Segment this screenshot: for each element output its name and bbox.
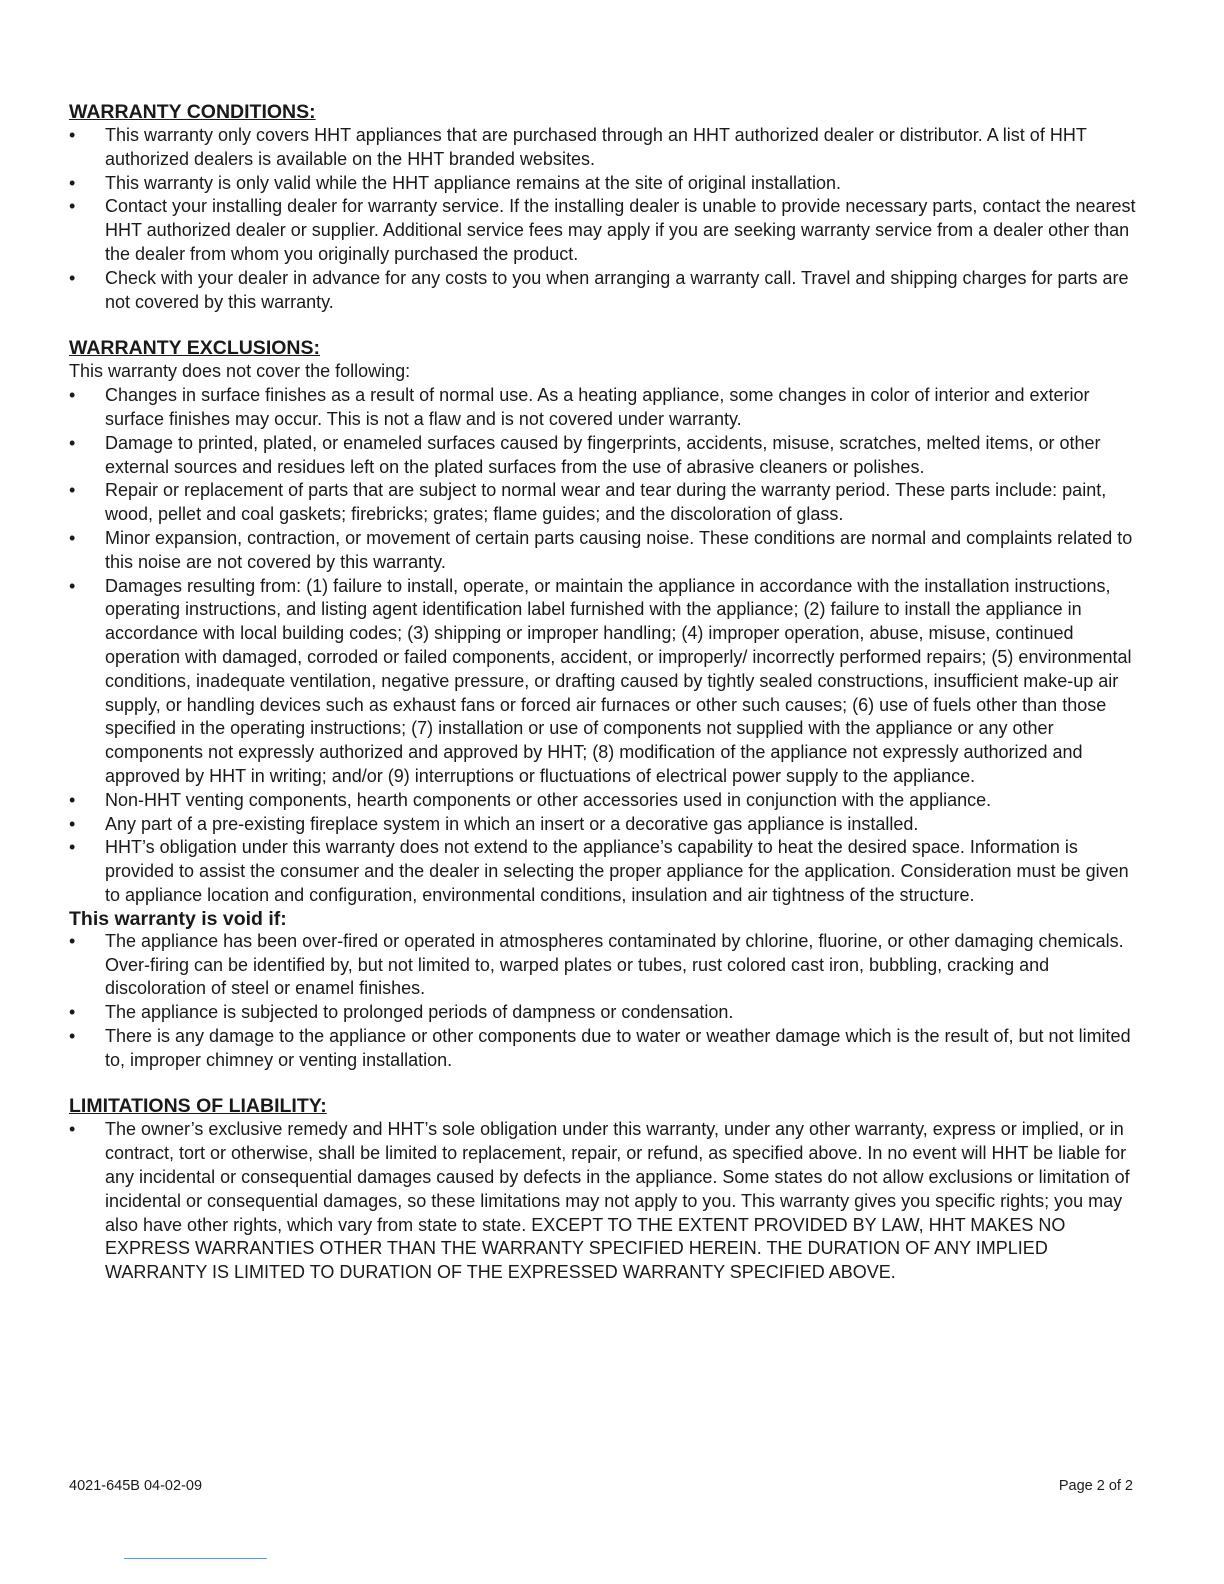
list-item-text: This warranty is only valid while the HHT appliance remains at the site of original installation. [105,172,842,193]
warranty-document [69,100,1144,1285]
warranty-void-heading: This warranty is void if: [69,907,287,930]
limitations-section [69,1094,1144,1285]
list-item [69,1025,1144,1073]
list-item-text: Repair or replacement of parts that are subject to normal wear and tear during the warranty period. These parts include: paint, wood, pellet and coal gaskets; firebricks; grates; flame guides; and the discoloration of glass. [105,480,1107,525]
bullet-icon: • [69,1002,76,1023]
list-item [69,836,1144,907]
warranty-conditions-section [69,100,1144,314]
bullet-icon: • [69,930,76,951]
list-item [69,172,1144,196]
list-item [69,432,1144,480]
list-item [69,1001,1144,1025]
bullet-icon: • [69,267,76,288]
bullet-icon: • [69,1119,76,1140]
list-item [69,267,1144,315]
list-item-text: Minor expansion, contraction, or movement of certain parts causing noise. These conditions are normal and complaints related to this noise are not covered by this warranty. [105,527,1133,572]
bullet-icon: • [69,172,76,193]
bullet-icon: • [69,575,76,596]
divider [124,1558,267,1559]
limitations-list [69,1118,1144,1285]
list-item [69,930,1144,1001]
warranty-exclusions-intro: This warranty does not cover the following: [69,361,411,382]
page-number: Page 2 of 2 [1058,1478,1133,1494]
list-item [69,527,1144,575]
warranty-conditions-heading: WARRANTY CONDITIONS: [69,101,316,123]
warranty-exclusions-section [69,336,1144,907]
list-item [69,575,1144,789]
list-item [69,195,1144,266]
bullet-icon: • [69,527,76,548]
list-item [69,813,1144,837]
list-item [69,789,1144,813]
warranty-void-section [69,908,1144,1073]
bullet-icon: • [69,432,76,453]
list-item [69,124,1144,172]
list-item-text: The owner’s exclusive remedy and HHT’s sole obligation under this warranty, under any other warranty, express or implied, or in contract, tort or otherwise, shall be limited to replacement, repair, or refund, as specified above. In no event will HHT be liable for any incidental or consequential damages caused by defects in the appliance. Some states do not allow exclusions or limitation of incidental or consequential damages, so these limitations may not apply to you. This warranty gives you specific rights; you may also have other rights, which vary from state to state. EXCEPT TO THE EXTENT PROVIDED BY LAW, HHT MAKES NO EXPRESS WARRANTIES OTHER THAN THE WARRANTY SPECIFIED HEREIN. THE DURATION OF ANY IMPLIED WARRANTY IS LIMITED TO DURATION OF THE EXPRESSED WARRANTY SPECIFIED ABOVE. [105,1119,1130,1283]
list-item [69,384,1144,432]
list-item-text: Damage to printed, plated, or enameled surfaces caused by fingerprints, accidents, misuse, scratches, melted items, or other external sources and residues left on the plated surfaces from the use of abrasive cleaners or polishes. [105,432,1101,477]
bullet-icon: • [69,837,76,858]
bullet-icon: • [69,789,76,810]
list-item-text: Non-HHT venting components, hearth components or other accessories used in conjunction with the appliance. [105,789,992,810]
list-item-text: Check with your dealer in advance for any costs to you when arranging a warranty call. Travel and shipping charges for parts are not covered by this warranty. [105,267,1129,312]
list-item-text: The appliance is subjected to prolonged periods of dampness or condensation. [105,1002,734,1023]
bullet-icon: • [69,813,76,834]
list-item-text: Damages resulting from: (1) failure to install, operate, or maintain the appliance in accordance with the installation instructions, operating instructions, and listing agent identification label furnished with the appliance; (2) failure to install the appliance in accordance with local building codes; (3) shipping or improper handling; (4) improper operation, abuse, misuse, continued operation with damaged, corroded or failed components, accident, or improperly/ incorrectly performed repairs; (5) environmental conditions, inadequate ventilation, negative pressure, or drafting caused by tightly sealed constructions, insufficient make-up air supply, or handling devices such as exhaust fans or forced air furnaces or other such causes; (6) use of fuels other than those specified in the operating instructions; (7) installation or use of components not supplied with the appliance or any other components not expressly authorized and approved by HHT; (8) modification of the appliance not expressly authorized and approved by HHT in writing; and/or (9) interruptions or fluctuations of electrical power supply to the appliance. [105,575,1132,786]
list-item-text: This warranty only covers HHT appliances that are purchased through an HHT authorized dealer or distributor. A list of HHT authorized dealers is available on the HHT branded websites. [105,125,1087,169]
list-item [69,1118,1144,1285]
warranty-conditions-list [69,124,1144,314]
bullet-icon: • [69,125,76,145]
bullet-icon: • [69,480,76,501]
bullet-icon: • [69,196,76,217]
bullet-icon: • [69,385,76,406]
list-item-text: Changes in surface finishes as a result of normal use. As a heating appliance, some changes in color of interior and exterior surface finishes may occur. This is not a flaw and is not covered under warranty. [105,385,1090,429]
limitations-heading: LIMITATIONS OF LIABILITY: [69,1095,327,1118]
list-item-text: There is any damage to the appliance or other components due to water or weather damage which is the result of, but not limited to, improper chimney or venting installation. [105,1025,1131,1070]
list-item-text: HHT’s obligation under this warranty does not extend to the appliance’s capability to heat the desired space. Information is provided to assist the consumer and the dealer in selecting the proper appliance for the application. Consideration must be given to appliance location and configuration, environmental conditions, insulation and air tightness of the structure. [105,837,1129,905]
warranty-exclusions-heading: WARRANTY EXCLUSIONS: [69,337,320,360]
list-item-text: The appliance has been over-fired or operated in atmospheres contaminated by chlorine, fluorine, or other damaging chemicals. Over-firing can be identified by, but not limited to, warped plates or tubes, rust colored cast iron, bubbling, cracking and discoloration of steel or enamel finishes. [105,930,1124,999]
document-code: 4021-645B 04-02-09 [69,1478,203,1494]
list-item [69,479,1144,527]
bullet-icon: • [69,1025,76,1046]
warranty-void-list [69,930,1144,1073]
warranty-exclusions-list [69,384,1144,908]
list-item-text: Contact your installing dealer for warranty service. If the installing dealer is unable to provide necessary parts, contact the nearest HHT authorized dealer or supplier. Additional service fees may apply if you are seeking warranty service from a dealer other than the dealer from whom you originally purchased the product. [105,196,1136,264]
list-item-text: Any part of a pre-existing fireplace system in which an insert or a decorative gas appliance is installed. [105,813,919,834]
